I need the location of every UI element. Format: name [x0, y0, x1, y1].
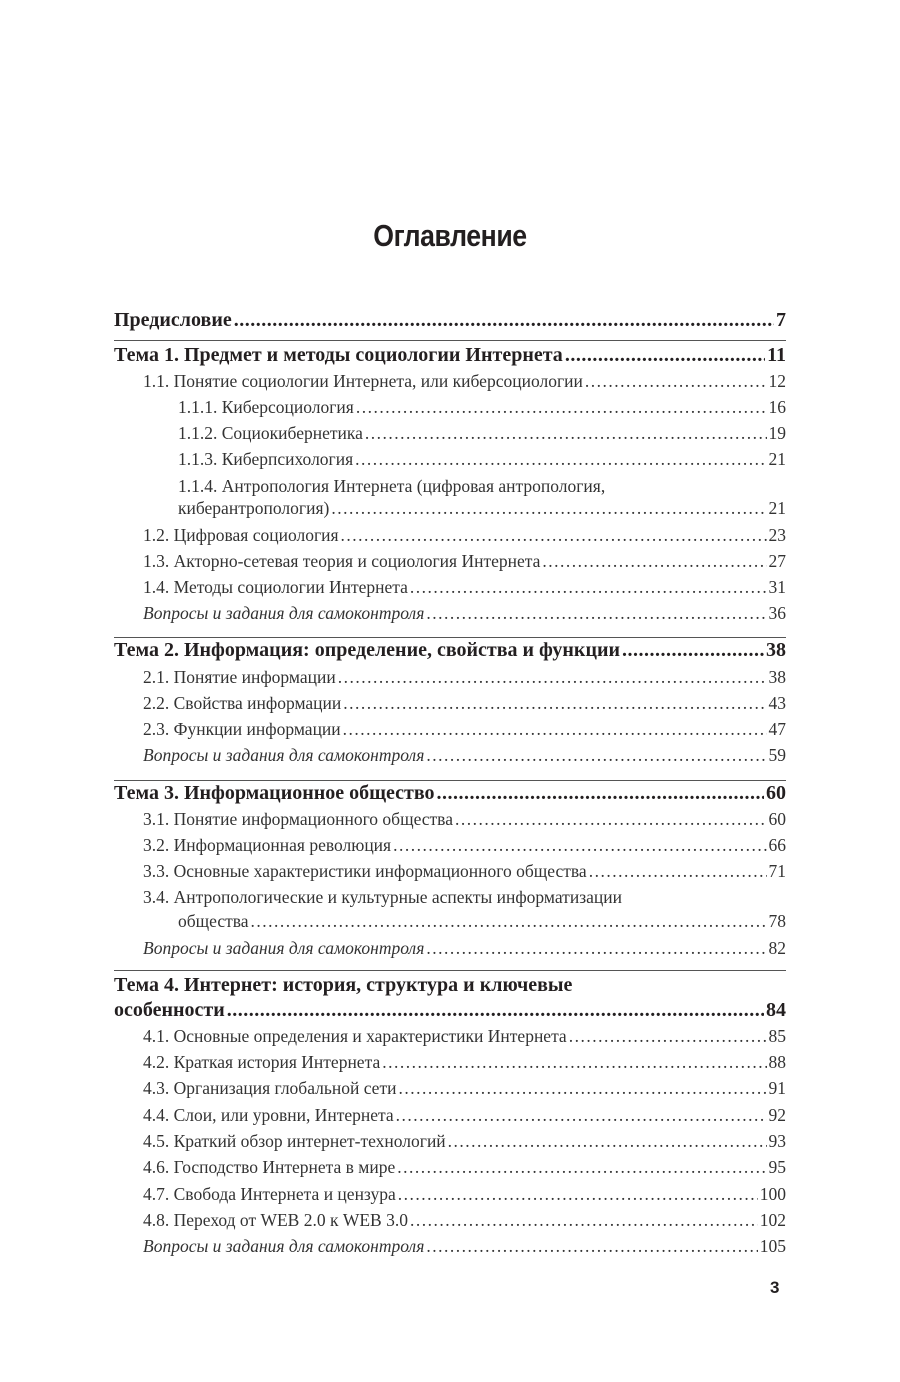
toc-entry-title: 4.4. Слои, или уровни, Интернета [143, 1105, 394, 1125]
dot-leader [426, 742, 766, 768]
toc-entry[interactable] [143, 1207, 786, 1233]
toc-entry[interactable] [143, 1023, 786, 1049]
toc-page-number: 43 [768, 693, 786, 713]
toc-entry-title: 3.4. Антропологические и культурные аспекты информатизации [143, 887, 622, 907]
toc-entry-title: Тема 4. Интернет: история, структура и ключевые [114, 974, 573, 996]
toc-entry[interactable] [143, 806, 786, 832]
toc-entry[interactable] [143, 522, 786, 548]
toc-entry[interactable] [143, 1181, 786, 1207]
dot-leader [448, 1128, 767, 1154]
page-number: 3 [770, 1278, 780, 1297]
dot-leader [589, 858, 767, 884]
toc-entry-title-continued: особенности [114, 999, 225, 1021]
toc-page-number: 60 [768, 809, 786, 829]
toc-page-number: 88 [768, 1052, 786, 1072]
dot-leader [227, 997, 764, 1023]
dot-leader [622, 637, 764, 663]
toc-page-number: 27 [768, 551, 786, 571]
toc-entry[interactable] [143, 935, 786, 961]
toc-entry-title: 2.3. Функции информации [143, 719, 341, 739]
toc-page-number: 36 [768, 603, 786, 623]
toc-entry[interactable] [178, 394, 786, 420]
dot-leader [398, 1181, 758, 1207]
toc-page-number: 84 [766, 999, 786, 1021]
dot-leader [410, 1207, 758, 1233]
section-divider [114, 340, 786, 341]
dot-leader [455, 806, 767, 832]
toc-entry[interactable] [114, 307, 786, 333]
toc-page-number: 100 [759, 1184, 786, 1204]
toc-page-number: 11 [767, 344, 786, 366]
toc-page-number: 21 [768, 449, 786, 469]
dot-leader [382, 1049, 766, 1075]
toc-page-number: 78 [768, 911, 786, 931]
toc-page-number: 59 [768, 745, 786, 765]
dot-leader [251, 908, 767, 934]
toc-entry[interactable] [143, 1075, 786, 1101]
dot-leader [565, 342, 765, 368]
dot-leader [234, 307, 774, 333]
toc-entry[interactable] [143, 716, 786, 742]
dot-leader [338, 664, 767, 690]
toc-page-number: 7 [776, 309, 786, 331]
toc-entry[interactable] [143, 600, 786, 626]
page-title: Оглавление [373, 218, 527, 253]
toc-entry[interactable] [143, 1102, 786, 1128]
dot-leader [410, 574, 767, 600]
toc-page-number: 93 [768, 1131, 786, 1151]
dot-leader [585, 368, 767, 394]
toc-entry-title: Вопросы и задания для самоконтроля [143, 938, 425, 958]
toc-entry[interactable] [143, 1049, 786, 1075]
toc-page-number: 23 [768, 525, 786, 545]
toc-entry-title: Тема 2. Информация: определение, свойства и функции [114, 639, 621, 661]
toc-entry[interactable] [114, 342, 786, 368]
toc-entry-title: 3.2. Информационная революция [143, 835, 392, 855]
dot-leader [437, 780, 764, 806]
dot-leader [569, 1023, 767, 1049]
toc-entry[interactable] [143, 664, 786, 690]
toc-page-number: 60 [766, 782, 786, 804]
toc-page-number: 38 [766, 639, 786, 661]
dot-leader [542, 548, 766, 574]
toc-entry-title: 1.3. Акторно-сетевая теория и социология Интернета [143, 551, 541, 571]
dot-leader [365, 420, 767, 446]
toc-entry-title: 4.5. Краткий обзор интернет-технологий [143, 1131, 446, 1151]
dot-leader [341, 522, 767, 548]
toc-page-number: 47 [768, 719, 786, 739]
toc-page-number: 102 [759, 1210, 786, 1230]
toc-page-number: 19 [768, 423, 786, 443]
toc-entry[interactable] [143, 1154, 786, 1180]
toc-entry[interactable] [178, 908, 786, 934]
toc-entry-title-continued: общества [178, 911, 249, 931]
dot-leader [343, 716, 767, 742]
toc-entry-line[interactable] [143, 884, 786, 910]
toc-entry-title: Вопросы и задания для самоконтроля [143, 745, 425, 765]
dot-leader [426, 1233, 757, 1259]
toc-entry-title: 4.6. Господство Интернета в мире [143, 1157, 396, 1177]
toc-page-number: 92 [768, 1105, 786, 1125]
toc-entry-title: 1.1.3. Киберпсихология [178, 449, 354, 469]
dot-leader [355, 446, 766, 472]
toc-entry-title: 3.1. Понятие информационного общества [143, 809, 453, 829]
toc-entry-title: 3.3. Основные характеристики информационного общества [143, 861, 587, 881]
toc-entry-title: 1.1. Понятие социологии Интернета, или киберсоциологии [143, 371, 583, 391]
toc-entry-title: 2.1. Понятие информации [143, 667, 336, 687]
toc-entry[interactable] [114, 637, 786, 663]
toc-entry-title-continued: киберантропология) [178, 498, 330, 518]
toc-entry-title: 4.3. Организация глобальной сети [143, 1078, 397, 1098]
dot-leader [398, 1075, 766, 1101]
dot-leader [426, 935, 766, 961]
toc-entry[interactable] [114, 997, 786, 1023]
toc-entry-title: 1.1.4. Антропология Интернета (цифровая антропология, [178, 476, 606, 496]
toc-entry-title: 4.7. Свобода Интернета и цензура [143, 1184, 396, 1204]
toc-page-number: 95 [768, 1157, 786, 1177]
toc-page-number: 66 [768, 835, 786, 855]
toc-page-number: 85 [768, 1026, 786, 1046]
toc-entry[interactable] [143, 574, 786, 600]
toc-entry[interactable] [143, 690, 786, 716]
toc-entry-line[interactable] [114, 972, 786, 998]
toc-entry[interactable] [143, 548, 786, 574]
toc-entry-title: 1.1.2. Социокибернетика [178, 423, 363, 443]
section-divider [114, 970, 786, 971]
toc-entry[interactable] [178, 420, 786, 446]
dot-leader [397, 1154, 766, 1180]
toc-entry-title: 1.4. Методы социологии Интернета [143, 577, 408, 597]
dot-leader [343, 690, 766, 716]
toc-entry-title: 4.1. Основные определения и характеристики Интернета [143, 1026, 567, 1046]
toc-entry[interactable] [178, 495, 786, 521]
dot-leader [393, 832, 766, 858]
toc-entry-title: 4.8. Переход от WEB 2.0 к WEB 3.0 [143, 1210, 408, 1230]
toc-entry[interactable] [143, 832, 786, 858]
toc-page-number: 16 [768, 397, 786, 417]
toc-entry-title: Предисловие [114, 309, 232, 331]
toc-entry[interactable] [114, 780, 786, 806]
toc-page-number: 105 [759, 1236, 786, 1256]
toc-entry[interactable] [178, 446, 786, 472]
toc-page-number: 31 [768, 577, 786, 597]
toc-entry[interactable] [143, 858, 786, 884]
toc-page-number: 82 [768, 938, 786, 958]
toc-page-number: 71 [768, 861, 786, 881]
toc-page-number: 91 [768, 1078, 786, 1098]
toc-entry[interactable] [143, 1233, 786, 1259]
toc-entry-title: 1.1.1. Киберсоциология [178, 397, 354, 417]
toc-entry-title: Вопросы и задания для самоконтроля [143, 1236, 425, 1256]
toc-entry-title: Вопросы и задания для самоконтроля [143, 603, 425, 623]
toc-entry[interactable] [143, 742, 786, 768]
dot-leader [331, 495, 766, 521]
toc-entry[interactable] [143, 1128, 786, 1154]
toc-entry-title: 1.2. Цифровая социология [143, 525, 339, 545]
toc-entry-title: Тема 3. Информационное общество [114, 782, 435, 804]
toc-entry-title: 2.2. Свойства информации [143, 693, 342, 713]
dot-leader [426, 600, 766, 626]
toc-page-number: 38 [768, 667, 786, 687]
dot-leader [356, 394, 767, 420]
toc-page-number: 12 [768, 371, 786, 391]
toc-entry-title: Тема 1. Предмет и методы социологии Интернета [114, 344, 563, 366]
toc-entry-title: 4.2. Краткая история Интернета [143, 1052, 381, 1072]
toc-entry[interactable] [143, 368, 786, 394]
toc-page-number: 21 [768, 498, 786, 518]
dot-leader [396, 1102, 767, 1128]
